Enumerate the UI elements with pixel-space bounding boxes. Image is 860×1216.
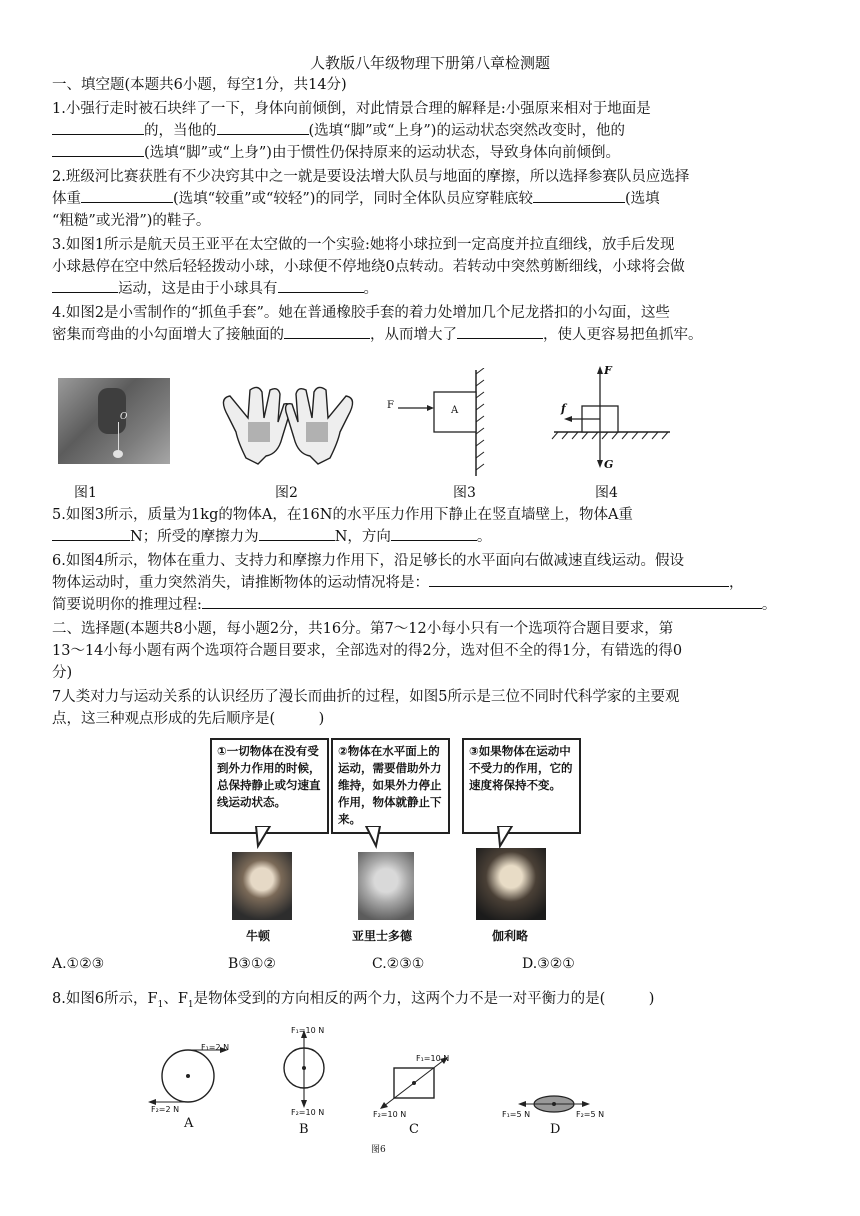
figure6-options bbox=[136, 1020, 696, 1160]
label-F-up: F bbox=[604, 364, 612, 377]
q7-option-c[interactable]: C.②③① bbox=[372, 956, 425, 972]
q6-line1: 6.如图4所示，物体在重力、支持力和摩擦力作用下，沿足够长的水平面向右做减速直线运动。假设 bbox=[52, 553, 685, 569]
fig6-option-c: C bbox=[409, 1122, 419, 1137]
section2-heading-3: 分) bbox=[52, 665, 73, 681]
q7-line1: 7人类对力与运动关系的认识经历了漫长而曲折的过程，如图5所示是三位不同时代科学家的主要观 bbox=[52, 689, 680, 705]
caption-fig3: 图3 bbox=[453, 485, 476, 501]
q7-option-b[interactable]: B③①② bbox=[228, 956, 276, 972]
bubble-galileo: ③如果物体在运动中不受力的作用，它的速度将保持不变。 bbox=[462, 738, 581, 834]
q2-line2: 体重 (选填“较重”或“较轻”)的同学，同时全体队员应穿鞋底较 (选填 bbox=[52, 188, 660, 210]
q3-line2: 小球悬停在空中然后轻轻拨动小球，小球便不停地绕0点转动。若转动中突然剪断细线，小球将会做 bbox=[52, 259, 685, 275]
answer-blank[interactable] bbox=[391, 526, 477, 541]
label-o: O bbox=[120, 412, 128, 422]
answer-blank[interactable] bbox=[52, 120, 144, 135]
label-f: f bbox=[561, 402, 566, 415]
q1-line2: 的，当他的 (选填“脚”或“上身”)的运动状态突然改变时，他的 bbox=[52, 120, 625, 142]
caption-fig4: 图4 bbox=[595, 485, 618, 501]
answer-blank[interactable] bbox=[284, 324, 370, 339]
portrait-galileo bbox=[476, 848, 546, 920]
q7-option-d[interactable]: D.③②① bbox=[522, 956, 575, 972]
answer-blank[interactable] bbox=[533, 188, 625, 203]
page-title: 人教版八年级物理下册第八章检测题 bbox=[309, 54, 550, 72]
section1-heading: 一、填空题(本题共6小题，每空1分，共14分) bbox=[52, 77, 347, 93]
q3-line1: 3.如图1所示是航天员王亚平在太空做的一个实验:她将小球拉到一定高度并拉直细线，放手后发现 bbox=[52, 237, 675, 253]
answer-blank[interactable] bbox=[52, 278, 118, 293]
q2-line3: “粗糙”或光滑”)的鞋子。 bbox=[52, 213, 211, 229]
q1-line1: 1.小强行走时被石块绊了一下，身体向前倾倒，对此情景合理的解释是:小强原来相对于地面是 bbox=[52, 101, 651, 117]
q1-line3: (选填“脚”或“上身”)由于惯性仍保持原来的运动状态，导致身体向前倾倒。 bbox=[52, 142, 620, 164]
q8-line: 8.如图6所示，$F_1$、$F_1$是物体受到的方向相反的两个力，这两个力不是一对平衡力的是( ) bbox=[52, 991, 655, 1010]
caption-fig1: 图1 bbox=[74, 485, 97, 501]
q4-line2: 密集而弯曲的小勾面增大了接触面的 ，从而增大了 ，使人更容易把鱼抓牢。 bbox=[52, 324, 703, 346]
fig6-caption: 图6 bbox=[371, 1145, 386, 1155]
fig6-option-d: D bbox=[550, 1122, 561, 1137]
q6-line2: 物体运动时，重力突然消失，请推断物体的运动情况将是： ， bbox=[52, 572, 744, 594]
name-aristotle: 亚里士多德 bbox=[352, 929, 413, 943]
answer-blank[interactable] bbox=[81, 188, 173, 203]
figure2-gloves bbox=[208, 378, 368, 468]
portrait-newton bbox=[232, 852, 292, 920]
fig6-d-f2: F₂=5 N bbox=[576, 1110, 605, 1119]
q5-line1: 5.如图3所示，质量为1kg的物体A，在16N的水平压力作用下静止在竖直墙壁上，物体A重 bbox=[52, 507, 633, 523]
caption-fig2: 图2 bbox=[275, 485, 298, 501]
label-G: G bbox=[604, 458, 614, 471]
fig6-option-a: A bbox=[184, 1116, 194, 1131]
fig6-c-f2: F₂=10 N bbox=[373, 1110, 407, 1119]
q7-option-a[interactable]: A.①②③ bbox=[52, 956, 105, 972]
fig6-a-f1: F₁=2 N bbox=[201, 1043, 230, 1052]
answer-blank[interactable] bbox=[278, 278, 364, 293]
q4-line1: 4.如图2是小雪制作的“抓鱼手套”。她在普通橡胶手套的着力处增加几个尼龙搭扣的小勾面，这些 bbox=[52, 305, 670, 321]
fig6-d-f1: F₁=5 N bbox=[502, 1110, 531, 1119]
bubble-newton: ①一切物体在没有受到外力作用的时候，总保持静止或匀速直线运动状态。 bbox=[210, 738, 329, 834]
section2-heading-2: 13～14小每小题有两个选项符合题目要求，全部选对的得2分，选对但不全的得1分，有错选的得0 bbox=[52, 643, 683, 659]
figure3-block-wall bbox=[380, 368, 490, 480]
fig6-c-f1: F₁=10 N bbox=[416, 1054, 450, 1063]
answer-blank[interactable] bbox=[429, 572, 729, 587]
answer-blank[interactable] bbox=[457, 324, 543, 339]
fig6-a-f2: F₂=2 N bbox=[151, 1105, 180, 1114]
fig6-option-b: B bbox=[299, 1122, 309, 1137]
label-F: F bbox=[387, 400, 394, 411]
q6-line3: 简要说明你的推理过程: 。 bbox=[52, 594, 776, 616]
portrait-aristotle bbox=[358, 852, 414, 920]
answer-blank[interactable] bbox=[259, 526, 335, 541]
bubble-aristotle: ②物体在水平面上的运动，需要借助外力维持，如果外力停止作用，物体就静止下来。 bbox=[331, 738, 450, 834]
label-A: A bbox=[451, 405, 459, 416]
q7-line2: 点，这三种观点形成的先后顺序是( ) bbox=[52, 711, 325, 727]
q2-line1: 2.班级河比赛获胜有不少决窍其中之一就是要设法增大队员与地面的摩擦，所以选择参赛队员应选择 bbox=[52, 169, 690, 185]
section2-heading-1: 二、选择题(本题共8小题，每小题2分，共16分。第7～12小每小只有一个选项符合题目要求，第 bbox=[52, 621, 674, 637]
name-galileo: 伽利略 bbox=[492, 929, 529, 943]
answer-blank[interactable] bbox=[217, 120, 309, 135]
answer-blank[interactable] bbox=[52, 142, 144, 157]
name-newton: 牛顿 bbox=[246, 929, 271, 943]
bubble-tails bbox=[208, 826, 588, 850]
fig6-b-f1: F₁=10 N bbox=[291, 1026, 325, 1035]
q3-line3: 运动，这是由于小球具有 。 bbox=[52, 278, 378, 300]
answer-blank[interactable] bbox=[202, 594, 762, 609]
q5-line2: N；所受的摩擦力为 N，方向 。 bbox=[52, 526, 491, 548]
figure1-photo bbox=[58, 378, 170, 464]
answer-blank[interactable] bbox=[52, 526, 130, 541]
fig6-b-f2: F₂=10 N bbox=[291, 1108, 325, 1117]
